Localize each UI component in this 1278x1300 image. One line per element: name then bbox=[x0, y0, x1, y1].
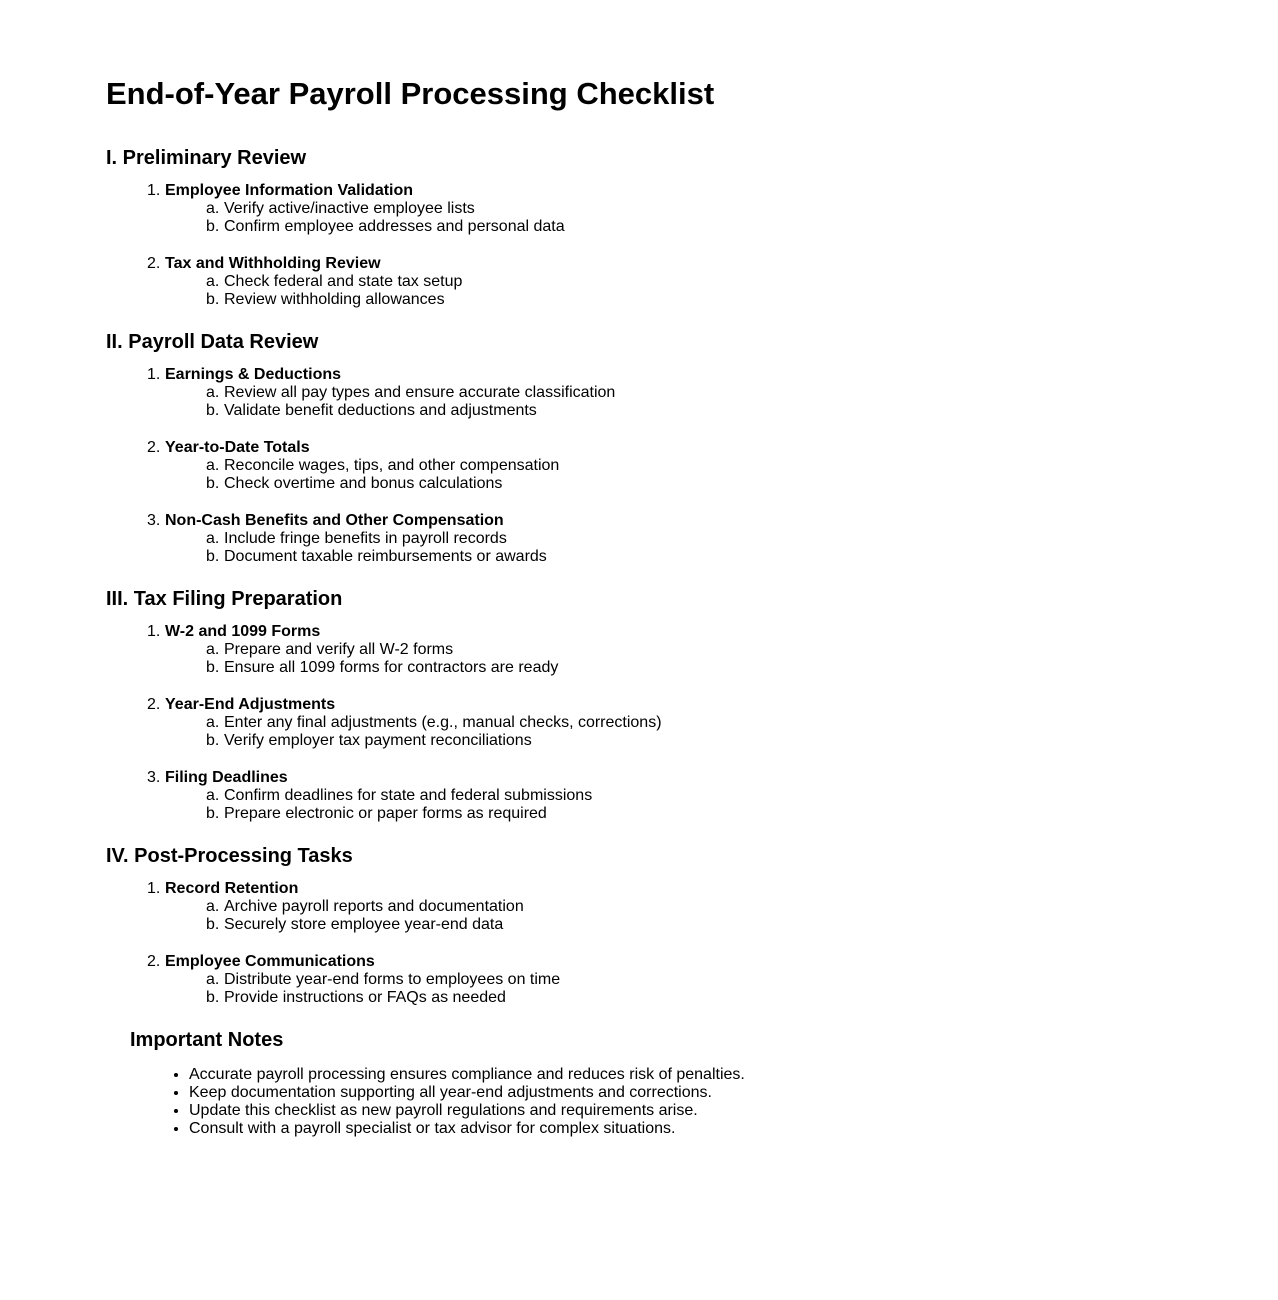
subitem-text: Prepare electronic or paper forms as required bbox=[224, 805, 547, 822]
subitem-list bbox=[147, 898, 1278, 934]
subitem-list bbox=[147, 530, 1278, 566]
subitem-text: Archive payroll reports and documentation bbox=[224, 898, 524, 915]
item-number: 3. bbox=[147, 512, 161, 529]
subitem-letter: b. bbox=[206, 659, 220, 676]
subitem bbox=[206, 971, 1278, 989]
subitem bbox=[206, 218, 1278, 236]
subitem bbox=[206, 273, 1278, 291]
subitem-text: Validate benefit deductions and adjustments bbox=[224, 402, 537, 419]
item-number: 2. bbox=[147, 439, 161, 456]
note-item: • Keep documentation supporting all year-end adjustments and corrections. bbox=[189, 1084, 1278, 1102]
subitem-letter: a. bbox=[206, 787, 220, 804]
subitem-letter: b. bbox=[206, 805, 220, 822]
subitem-letter: b. bbox=[206, 732, 220, 749]
checklist-section bbox=[106, 587, 1278, 823]
subitem bbox=[206, 200, 1278, 218]
section-heading: I. Preliminary Review bbox=[106, 147, 307, 169]
subitem bbox=[206, 916, 1278, 934]
item-title: W-2 and 1099 Forms bbox=[165, 623, 321, 640]
subitem-letter: a. bbox=[206, 898, 220, 915]
subitem-letter: b. bbox=[206, 475, 220, 492]
section-heading: II. Payroll Data Review bbox=[106, 331, 319, 353]
item-header bbox=[147, 512, 1278, 530]
item-header bbox=[147, 769, 1278, 787]
subitem bbox=[206, 457, 1278, 475]
item-title: Non-Cash Benefits and Other Compensation bbox=[165, 512, 504, 529]
subitem-text: Provide instructions or FAQs as needed bbox=[224, 989, 506, 1006]
checklist-item bbox=[147, 769, 1278, 823]
item-header bbox=[147, 255, 1278, 273]
item-number: 3. bbox=[147, 769, 161, 786]
subitem bbox=[206, 530, 1278, 548]
checklist-item bbox=[147, 880, 1278, 934]
subitem-text: Document taxable reimbursements or awards bbox=[224, 548, 547, 565]
item-title: Year-End Adjustments bbox=[165, 696, 336, 713]
subitem-letter: b. bbox=[206, 291, 220, 308]
important-notes bbox=[130, 1028, 1278, 1138]
section-item-list bbox=[106, 623, 1278, 823]
item-title: Filing Deadlines bbox=[165, 769, 288, 786]
section-item-list bbox=[106, 182, 1278, 309]
subitem-text: Ensure all 1099 forms for contractors are ready bbox=[224, 659, 559, 676]
item-title: Year-to-Date Totals bbox=[165, 439, 310, 456]
item-title: Employee Information Validation bbox=[165, 182, 414, 199]
subitem-text: Check overtime and bonus calculations bbox=[224, 475, 503, 492]
subitem-list bbox=[147, 457, 1278, 493]
subitem-list bbox=[147, 384, 1278, 420]
section-item-list bbox=[106, 880, 1278, 1007]
item-header bbox=[147, 623, 1278, 641]
subitem-list bbox=[147, 971, 1278, 1007]
item-header bbox=[147, 366, 1278, 384]
subitem-letter: b. bbox=[206, 548, 220, 565]
subitem-text: Include fringe benefits in payroll records bbox=[224, 530, 507, 547]
item-title: Record Retention bbox=[165, 880, 299, 897]
subitem-letter: a. bbox=[206, 200, 220, 217]
item-header bbox=[147, 880, 1278, 898]
checklist-item bbox=[147, 439, 1278, 493]
checklist-item bbox=[147, 366, 1278, 420]
checklist-section bbox=[106, 844, 1278, 1007]
subitem-letter: b. bbox=[206, 218, 220, 235]
notes-heading: Important Notes bbox=[130, 1029, 284, 1051]
subitem bbox=[206, 805, 1278, 823]
checklist-section bbox=[106, 330, 1278, 566]
subitem-list bbox=[147, 200, 1278, 236]
item-number: 1. bbox=[147, 182, 161, 199]
subitem bbox=[206, 641, 1278, 659]
subitem-text: Reconcile wages, tips, and other compensation bbox=[224, 457, 560, 474]
subitem bbox=[206, 898, 1278, 916]
item-header bbox=[147, 696, 1278, 714]
note-item: • Update this checklist as new payroll regulations and requirements arise. bbox=[189, 1102, 1278, 1120]
subitem-text: Confirm deadlines for state and federal submissions bbox=[224, 787, 593, 804]
subitem-letter: b. bbox=[206, 402, 220, 419]
item-header bbox=[147, 439, 1278, 457]
subitem-list bbox=[147, 787, 1278, 823]
subitem-letter: a. bbox=[206, 530, 220, 547]
subitem-list bbox=[147, 714, 1278, 750]
checklist-section bbox=[106, 146, 1278, 309]
subitem-text: Review withholding allowances bbox=[224, 291, 445, 308]
item-title: Earnings & Deductions bbox=[165, 366, 342, 383]
item-number: 1. bbox=[147, 623, 161, 640]
subitem-letter: a. bbox=[206, 457, 220, 474]
checklist-item bbox=[147, 623, 1278, 677]
section-item-list bbox=[106, 366, 1278, 566]
checklist-item bbox=[147, 953, 1278, 1007]
subitem-text: Confirm employee addresses and personal data bbox=[224, 218, 565, 235]
subitem bbox=[206, 402, 1278, 420]
subitem bbox=[206, 384, 1278, 402]
section-heading: III. Tax Filing Preparation bbox=[106, 588, 343, 610]
checklist-item bbox=[147, 696, 1278, 750]
item-number: 2. bbox=[147, 953, 161, 970]
subitem-list bbox=[147, 273, 1278, 309]
item-number: 2. bbox=[147, 696, 161, 713]
section-heading: IV. Post-Processing Tasks bbox=[106, 845, 353, 867]
subitem bbox=[206, 714, 1278, 732]
subitem bbox=[206, 548, 1278, 566]
note-item: • Consult with a payroll specialist or tax advisor for complex situations. bbox=[189, 1120, 1278, 1138]
page-title: End-of-Year Payroll Processing Checklist bbox=[106, 76, 715, 111]
subitem-text: Distribute year-end forms to employees on time bbox=[224, 971, 561, 988]
item-title: Employee Communications bbox=[165, 953, 375, 970]
subitem bbox=[206, 291, 1278, 309]
notes-list bbox=[130, 1066, 1278, 1138]
subitem-letter: a. bbox=[206, 273, 220, 290]
subitem-letter: b. bbox=[206, 916, 220, 933]
subitem bbox=[206, 659, 1278, 677]
checklist-item bbox=[147, 255, 1278, 309]
subitem-list bbox=[147, 641, 1278, 677]
subitem-text: Securely store employee year-end data bbox=[224, 916, 504, 933]
subitem-text: Prepare and verify all W-2 forms bbox=[224, 641, 454, 658]
subitem-text: Review all pay types and ensure accurate classification bbox=[224, 384, 616, 401]
subitem bbox=[206, 732, 1278, 750]
subitem-letter: a. bbox=[206, 971, 220, 988]
subitem-letter: b. bbox=[206, 989, 220, 1006]
subitem-letter: a. bbox=[206, 714, 220, 731]
subitem-letter: a. bbox=[206, 384, 220, 401]
subitem bbox=[206, 787, 1278, 805]
note-item: • Accurate payroll processing ensures compliance and reduces risk of penalties. bbox=[189, 1066, 1278, 1084]
subitem-text: Enter any final adjustments (e.g., manual checks, corrections) bbox=[224, 714, 662, 731]
subitem bbox=[206, 475, 1278, 493]
subitem-text: Check federal and state tax setup bbox=[224, 273, 463, 290]
item-number: 1. bbox=[147, 366, 161, 383]
sections-container bbox=[106, 146, 1278, 1007]
subitem-text: Verify employer tax payment reconciliations bbox=[224, 732, 532, 749]
subitem bbox=[206, 989, 1278, 1007]
item-title: Tax and Withholding Review bbox=[165, 255, 381, 272]
checklist-item bbox=[147, 512, 1278, 566]
subitem-letter: a. bbox=[206, 641, 220, 658]
checklist-item bbox=[147, 182, 1278, 236]
item-header bbox=[147, 953, 1278, 971]
item-number: 2. bbox=[147, 255, 161, 272]
item-number: 1. bbox=[147, 880, 161, 897]
subitem-text: Verify active/inactive employee lists bbox=[224, 200, 475, 217]
item-header bbox=[147, 182, 1278, 200]
